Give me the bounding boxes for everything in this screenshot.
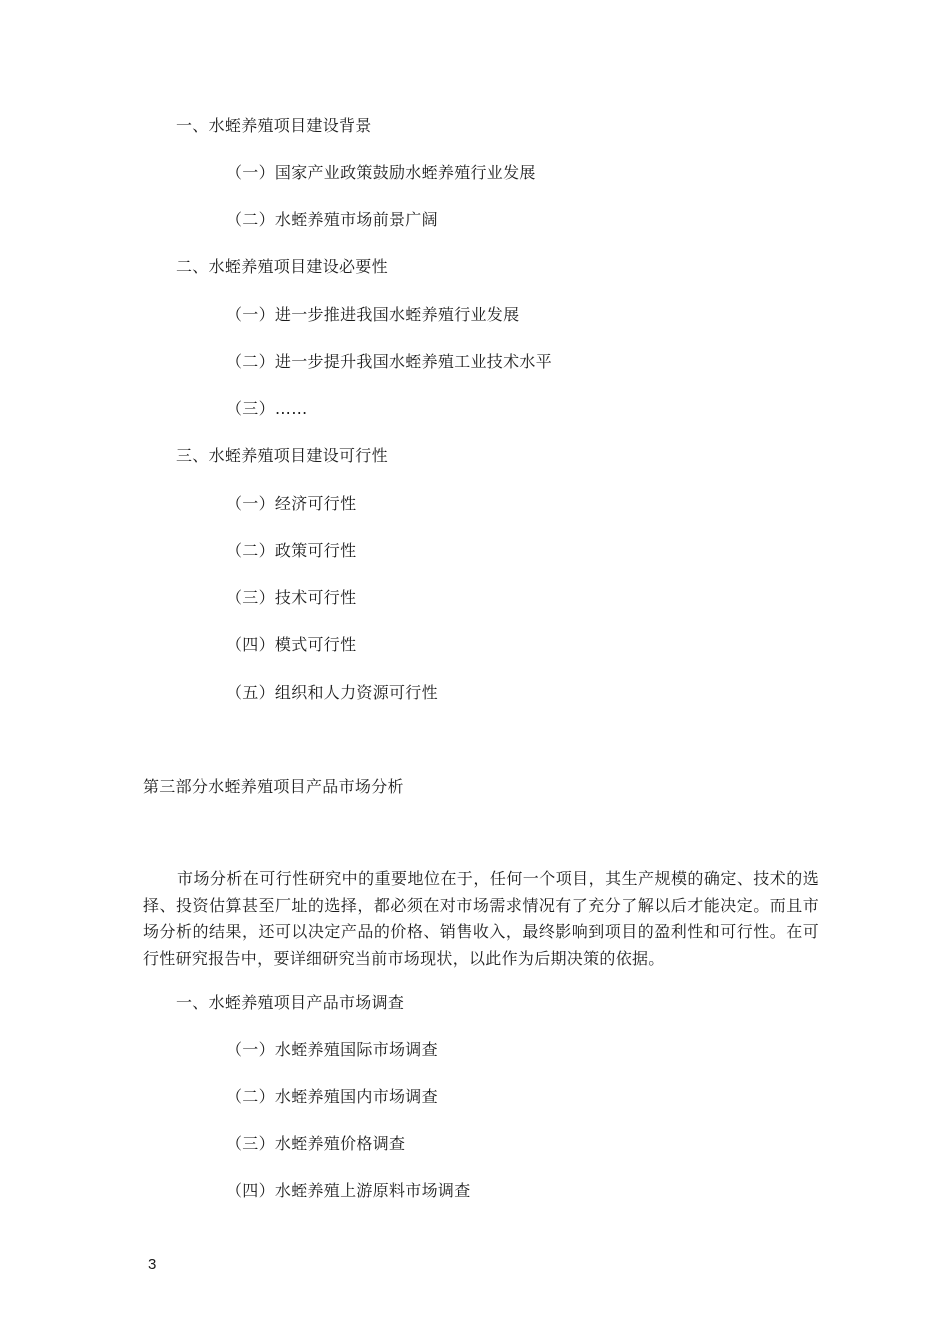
body-paragraph: 市场分析在可行性研究中的重要地位在于，任何一个项目，其生产规模的确定、技术的选择、投资估算甚至厂址的选择，都必须在对市场需求情况有了充分了解以后才能决定。而且市场分析的结果，还可以决定产品的价格、销售收入，最终影响到项目的盈利性和可行性。在可行性研究报告中，要详细研究当前市场现状，以此作为后期决策的依据。 bbox=[143, 869, 819, 968]
outline-subitem: （四）模式可行性 bbox=[226, 635, 357, 654]
outline-subitem: （五）组织和人力资源可行性 bbox=[226, 683, 438, 702]
outline-heading: 一、水蛭养殖项目产品市场调查 bbox=[176, 993, 405, 1012]
outline-subitem: （一）进一步推进我国水蛭养殖行业发展 bbox=[226, 305, 520, 324]
outline-subitem: （二）进一步提升我国水蛭养殖工业技术水平 bbox=[226, 352, 553, 371]
outline-subitem: （一）经济可行性 bbox=[226, 494, 357, 513]
outline-subitem: （二）水蛭养殖市场前景广阔 bbox=[226, 210, 438, 229]
outline-heading: 三、水蛭养殖项目建设可行性 bbox=[176, 446, 388, 465]
outline-heading: 二、水蛭养殖项目建设必要性 bbox=[176, 257, 388, 276]
outline-subitem: （二）水蛭养殖国内市场调查 bbox=[226, 1087, 438, 1106]
part-heading: 第三部分水蛭养殖项目产品市场分析 bbox=[143, 777, 404, 796]
outline-subitem: （一）国家产业政策鼓励水蛭养殖行业发展 bbox=[226, 163, 536, 182]
page-number: 3 bbox=[148, 1256, 157, 1273]
outline-subitem: （三）水蛭养殖价格调查 bbox=[226, 1134, 406, 1153]
outline-heading: 一、水蛭养殖项目建设背景 bbox=[176, 116, 372, 135]
outline-subitem: （三）…… bbox=[226, 399, 308, 418]
outline-subitem: （四）水蛭养殖上游原料市场调查 bbox=[226, 1181, 471, 1200]
outline-subitem: （一）水蛭养殖国际市场调查 bbox=[226, 1040, 438, 1059]
outline-subitem: （三）技术可行性 bbox=[226, 588, 357, 607]
outline-subitem: （二）政策可行性 bbox=[226, 541, 357, 560]
